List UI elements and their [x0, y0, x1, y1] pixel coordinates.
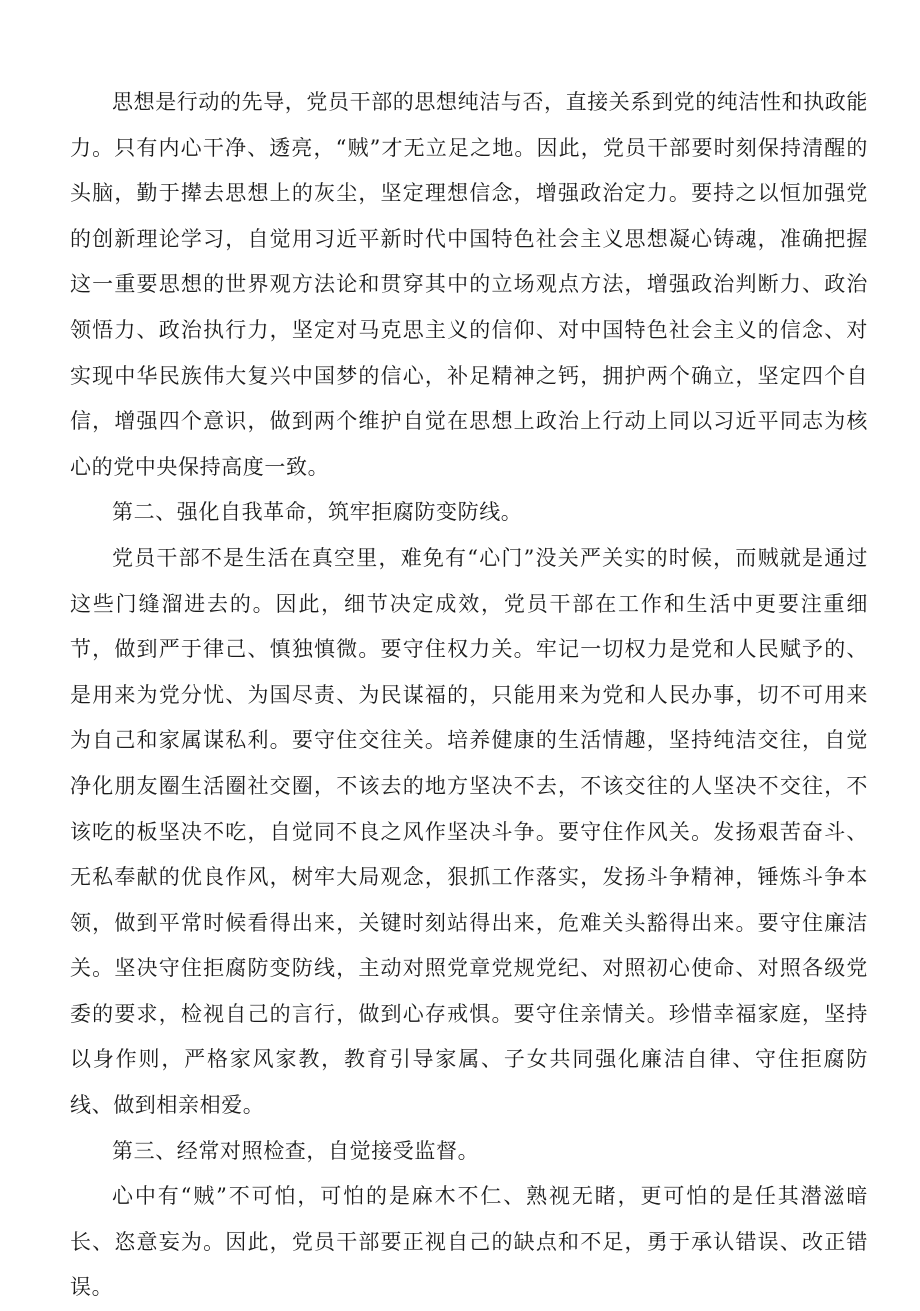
paragraph-thought-purity: 思想是行动的先导，党员干部的思想纯洁与否，直接关系到党的纯洁性和执政能力。只有内心干净、透亮，“贼”才无立足之地。因此，党员干部要时刻保持清醒的头脑，勤于撵去思想上的灰尘，坚定理想信念，增强政治定力。要持之以恒加强党的创新理论学习，自觉用习近平新时代中国特色社会主义思想凝心铸魂，准确把握这一重要思想的世界观方法论和贯穿其中的立场观点方法，增强政治判断力、政治领悟力、政治执行力，坚定对马克思主义的信仰、对中国特色社会主义的信念、对实现中华民族伟大复兴中国梦的信心，补足精神之钙，拥护两个确立，坚定四个自信，增强四个意识，做到两个维护自觉在思想上政治上行动上同以习近平同志为核心的党中央保持高度一致。: [70, 90, 868, 479]
paragraph-self-revolution: 党员干部不是生活在真空里，难免有“心门”没关严关实的时候，而贼就是通过这些门缝溜进去的。因此，细节决定成效，党员干部在工作和生活中更要注重细节，做到严于律己、慎独慎微。要守住权力关。牢记一切权力是党和人民赋予的、是用来为党分忧、为国尽责、为民谋福的，只能用来为党和人民办事，切不可用来为自己和家属谋私利。要守住交往关。培养健康的生活情趣，坚持纯洁交往，自觉净化朋友圈生活圈社交圈，不该去的地方坚决不去，不该交往的人坚决不交往，不该吃的板坚决不吃，自觉同不良之风作坚决斗争。要守住作风关。发扬艰苦奋斗、无私奉献的优良作风，树牢大局观念，狠抓工作落实，发扬斗争精神，锤炼斗争本领，做到平常时候看得出来，关键时刻站得出来，危难关头豁得出来。要守住廉洁关。坚决守住拒腐防变防线，主动对照党章党规党纪、对照初心使命、对照各级党委的要求，检视自己的言行，做到心存戒惧。要守住亲情关。珍惜幸福家庭，坚持以身作则，严格家风家教，教育引导家属、子女共同强化廉洁自律、守住拒腐防线、做到相亲相爱。: [70, 545, 868, 1118]
section-heading-third: 第三、经常对照检查，自觉接受监督。: [112, 1138, 480, 1163]
section-heading-second: 第二、强化自我革命，筑牢拒腐防变防线。: [112, 500, 523, 525]
paragraph-self-check: 心中有“贼”不可怕，可怕的是麻木不仁、熟视无睹，更可怕的是任其潜滋暗长、恣意妄为。因此，党员干部要正视自己的缺点和不足，勇于承认错误、改正错误。: [70, 1184, 868, 1300]
